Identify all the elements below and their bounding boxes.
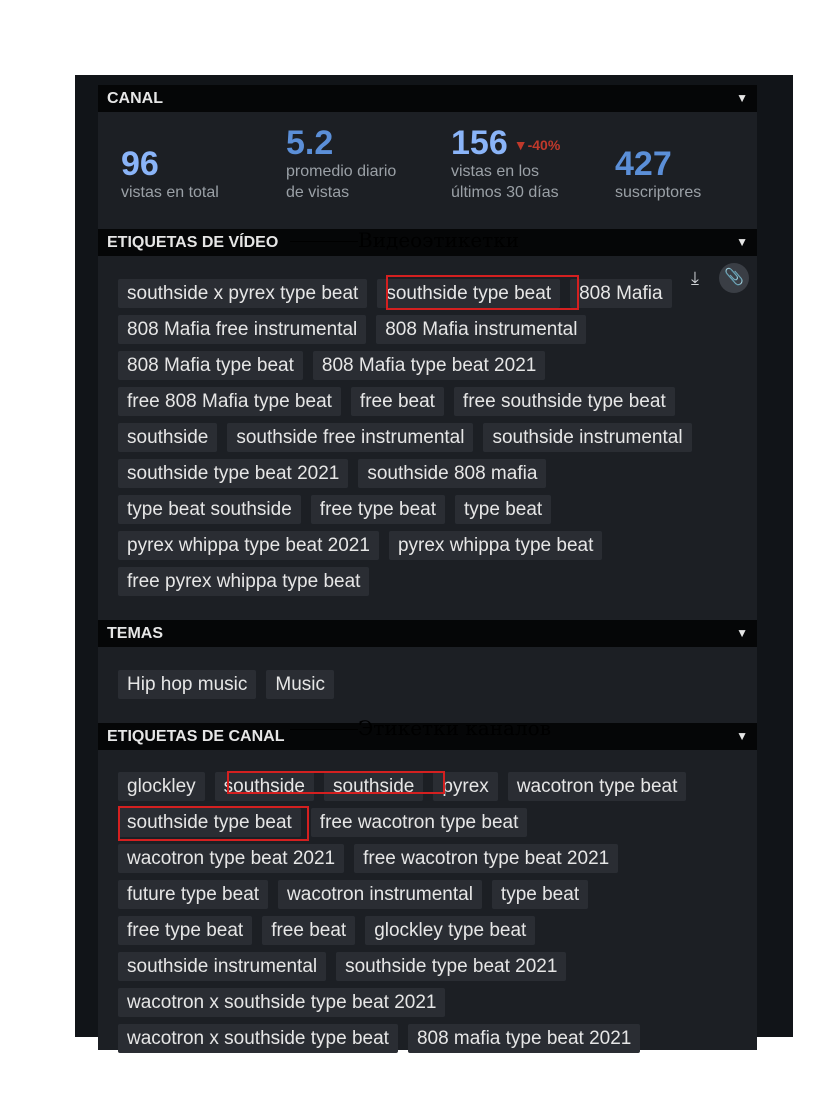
- tag-chip[interactable]: free southside type beat: [454, 387, 675, 416]
- tag-chip[interactable]: type beat southside: [118, 495, 301, 524]
- tag-chip[interactable]: southside 808 mafia: [358, 459, 546, 488]
- collapse-icon[interactable]: ▼: [736, 729, 748, 743]
- tag-chip[interactable]: wacotron type beat: [508, 772, 687, 801]
- stat-subscribers: [615, 146, 701, 203]
- highlight-box: [118, 806, 309, 841]
- tag-chip[interactable]: southside instrumental: [483, 423, 691, 452]
- channel-tags-title: ETIQUETAS DE CANAL: [107, 728, 285, 745]
- stat-label: promedio diario de vistas: [286, 163, 397, 201]
- paperclip-icon[interactable]: 📎: [719, 263, 749, 293]
- tag-chip[interactable]: 808 Mafia type beat: [118, 351, 303, 380]
- tag-chip[interactable]: free wacotron type beat 2021: [354, 844, 618, 873]
- collapse-icon[interactable]: ▼: [736, 626, 748, 640]
- tag-chip[interactable]: southside: [215, 772, 314, 801]
- stat-value: 96: [121, 145, 159, 183]
- collapse-icon[interactable]: ▼: [736, 91, 748, 105]
- stat-label: vistas en los últimos 30 días: [451, 163, 559, 201]
- stat-value: 5.2: [286, 124, 334, 162]
- stat-30-days: [451, 125, 579, 203]
- canal-header[interactable]: [98, 85, 757, 112]
- tag-chip[interactable]: pyrex whippa type beat 2021: [118, 531, 379, 560]
- tag-chip[interactable]: southside: [324, 772, 423, 801]
- tag-chip[interactable]: wacotron instrumental: [278, 880, 482, 909]
- tag-chip[interactable]: southside free instrumental: [227, 423, 473, 452]
- tag-chip[interactable]: wacotron x southside type beat: [118, 1024, 398, 1053]
- video-tags-list: [118, 279, 718, 603]
- tag-chip[interactable]: free 808 Mafia type beat: [118, 387, 341, 416]
- tag-chip[interactable]: glockley: [118, 772, 205, 801]
- tag-chip[interactable]: 808 mafia type beat 2021: [408, 1024, 640, 1053]
- tag-chip[interactable]: free type beat: [118, 916, 252, 945]
- tag-chip[interactable]: free beat: [262, 916, 355, 945]
- stat-value: 156: [451, 124, 508, 162]
- channel-tags-annotation: Этикетки каналов: [358, 716, 551, 740]
- stat-label: suscriptores: [615, 184, 702, 201]
- canal-title: CANAL: [107, 90, 163, 107]
- video-tags-annotation: Видеоэтикетки: [358, 228, 520, 252]
- stat-label: vistas en total: [121, 184, 219, 201]
- highlight-box: [386, 275, 579, 310]
- tag-chip[interactable]: 808 Mafia type beat 2021: [313, 351, 545, 380]
- tag-chip[interactable]: southside type beat 2021: [336, 952, 566, 981]
- tag-chip[interactable]: wacotron type beat 2021: [118, 844, 344, 873]
- tag-chip[interactable]: pyrex: [433, 772, 497, 801]
- tag-chip[interactable]: southside type beat: [118, 808, 301, 837]
- tag-chip[interactable]: free beat: [351, 387, 444, 416]
- annotation-line: [290, 241, 358, 242]
- highlight-box: [227, 771, 445, 794]
- collapse-icon[interactable]: ▼: [736, 235, 748, 249]
- stat-value: 427: [615, 145, 672, 183]
- stat-total-views: [121, 146, 241, 203]
- temas-header[interactable]: [98, 620, 757, 647]
- tag-chip[interactable]: 808 Mafia: [570, 279, 671, 308]
- tag-chip[interactable]: free wacotron type beat: [311, 808, 528, 837]
- tag-chip[interactable]: 808 Mafia free instrumental: [118, 315, 366, 344]
- tag-chip[interactable]: Music: [266, 670, 334, 699]
- tag-chip[interactable]: southside type beat 2021: [118, 459, 348, 488]
- tag-chip[interactable]: glockley type beat: [365, 916, 535, 945]
- tag-chip[interactable]: southside instrumental: [118, 952, 326, 981]
- annotation-line: [290, 729, 358, 730]
- video-tags-title: ETIQUETAS DE VÍDEO: [107, 234, 279, 251]
- tag-chip[interactable]: wacotron x southside type beat 2021: [118, 988, 445, 1017]
- delta-badge: ▼-40%: [513, 137, 561, 153]
- temas-title: TEMAS: [107, 625, 163, 642]
- temas-list: [118, 670, 718, 706]
- tag-chip[interactable]: type beat: [492, 880, 588, 909]
- tag-chip[interactable]: free pyrex whippa type beat: [118, 567, 369, 596]
- canal-stats: [98, 112, 757, 229]
- tag-chip[interactable]: future type beat: [118, 880, 268, 909]
- stat-daily-average: [286, 125, 418, 203]
- tag-chip[interactable]: free type beat: [311, 495, 445, 524]
- tag-chip[interactable]: Hip hop music: [118, 670, 256, 699]
- tag-chip[interactable]: type beat: [455, 495, 551, 524]
- tag-chip[interactable]: pyrex whippa type beat: [389, 531, 602, 560]
- vidiq-panel: [75, 75, 793, 1049]
- tag-chip[interactable]: 808 Mafia instrumental: [376, 315, 586, 344]
- tag-chip[interactable]: southside x pyrex type beat: [118, 279, 367, 308]
- download-icon[interactable]: ⤓: [691, 268, 699, 288]
- tag-chip[interactable]: southside type beat: [377, 279, 560, 308]
- tag-chip[interactable]: southside: [118, 423, 217, 452]
